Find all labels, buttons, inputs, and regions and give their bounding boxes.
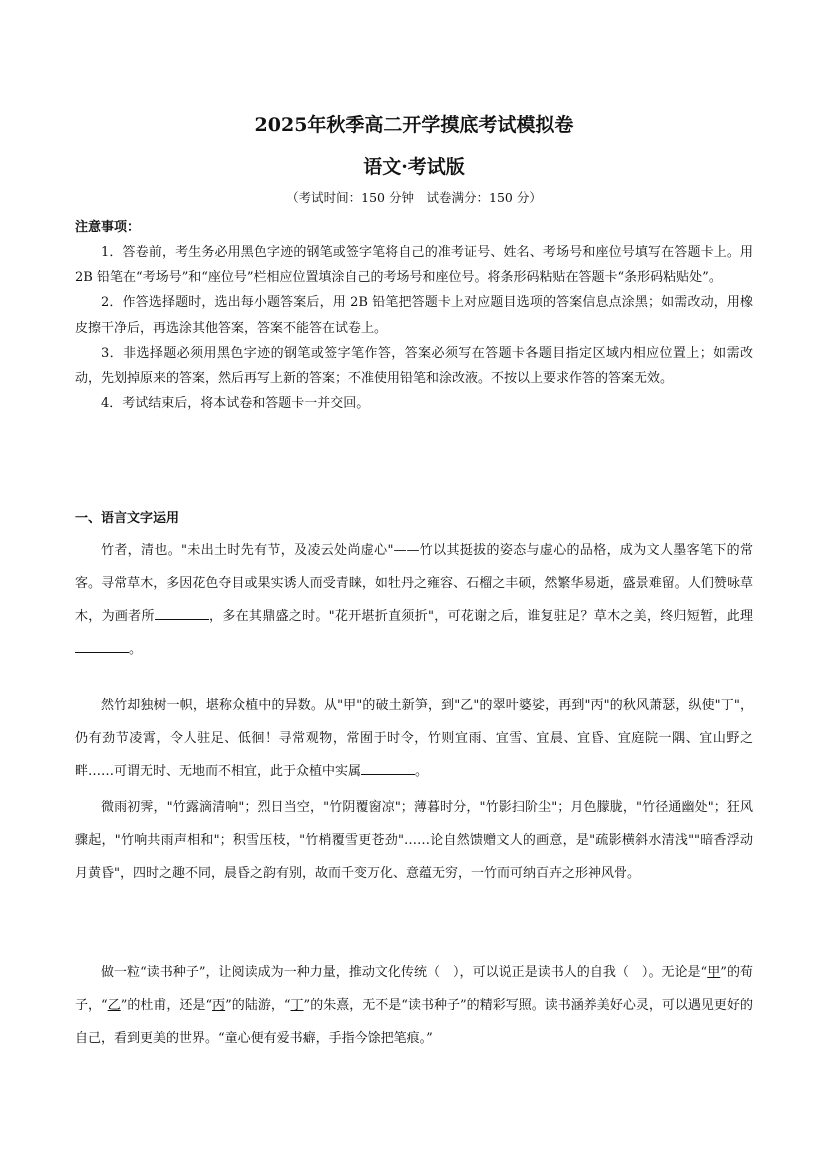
text: 做一粒“读书种子”，让阅读成为一种力量，推动文化传统（ ），可以说正是读书人的自我（ ）。无论是“ <box>101 965 708 980</box>
notices-list <box>75 240 753 416</box>
notice-item: 1．答卷前，考生务必用黑色字迹的钢笔或签字笔将自己的准考证号、姓名、考场号和座位号填写在答题卡上。用 2B 铅笔在“考场号”和“座位号”栏相应位置填涂自己的考场号和座位号。将条形码粘贴在答题卡“条形码粘贴处”。 <box>75 245 753 286</box>
underlined-term: 甲 <box>707 965 721 980</box>
text: 微雨初霁，"竹露滴清响"；烈日当空，"竹阴覆窗凉"；薄暮时分，"竹影扫阶尘"；月色朦胧，"竹径通幽处"；狂风骤起，"竹响共雨声相和"；积雪压枝，"竹梢覆雪更苍劲"……论自然馈赠文人的画意，是"疏影横斜水清浅""暗香浮动月黄昏"，四时之趣不同，晨昏之韵有别，故而千变万化、意蕴无穷，一竹而可纳百卉之形神风骨。 <box>75 800 753 881</box>
paragraph-4 <box>75 956 753 1055</box>
text: ”的荀子，“ <box>75 965 753 1013</box>
text: 。 <box>129 642 143 657</box>
notice-item: 3．非选择题必须用黑色字迹的钢笔或签字笔作答，答案必须写在答题卡各题目指定区域内相应位置上；如需改动，先划掉原来的答案，然后再写上新的答案；不准使用铅笔和涂改液。不按以上要求作答的答案无效。 <box>75 345 753 387</box>
text: 。 <box>415 764 429 779</box>
exam-info: （考试时间：150 分钟 试卷满分：150 分） <box>286 190 542 205</box>
notice-item: 2．作答选择题时，选出每小题答案后，用 2B 铅笔把答题卡上对应题目选项的答案信息点涂黑；如需改动，用橡皮擦干净后，再选涂其他答案，答案不能答在试卷上。 <box>75 295 753 336</box>
text: ”的杜甫，还是“ <box>120 998 213 1013</box>
page-title: 2025年秋季高二开学摸底考试模拟卷 <box>254 114 574 136</box>
paragraph-1 <box>75 534 753 666</box>
text: ”的朱熹，无不是“读书种子”的精彩写照。读书涵养美好心灵，可以遇见更好的自己，看到更美的世界。“童心便有爱书癖，手指今馀把笔痕。” <box>75 998 753 1046</box>
page-subtitle: 语文·考试版 <box>363 156 465 178</box>
paragraph-2 <box>75 689 753 788</box>
text: 然竹却独树一帜，堪称众植中的异数。从"甲"的破土新笋，到"乙"的翠叶婆娑，再到"丙"的秋风萧瑟，纵使"丁"，仍有劲节凌霄，令人驻足、低徊！寻常观物，常囿于时令，竹则宜雨、宜雪、宜晨、宜昏、宜庭院一隅、宜山野之畔……可谓无时、无地而不相宜，此于众植中实属 <box>75 698 753 779</box>
text: ，多在其鼎盛之时。"花开堪折直须折"，可花谢之后，谁复驻足？草木之美，终归短暂，此理 <box>208 609 753 624</box>
paragraph-3 <box>75 791 753 890</box>
underlined-term: 丙 <box>212 998 226 1013</box>
notice-item: 4．考试结束后，将本试卷和答题卡一并交回。 <box>101 396 370 412</box>
fill-blank <box>75 640 129 653</box>
section-heading: 一、语言文字运用 <box>75 511 180 526</box>
underlined-term: 丁 <box>290 998 304 1013</box>
text: ”的陆游，“ <box>225 998 291 1013</box>
fill-blank <box>155 607 209 620</box>
underlined-term: 乙 <box>107 998 121 1013</box>
text: 竹者，清也。"未出土时先有节，及凌云处尚虚心"——竹以其挺拔的姿态与虚心的品格，成为文人墨客笔下的常客。寻常草木，多因花色夺目或果实诱人而受青睐，如牡丹之雍容、石榴之丰硕，然繁华易逝，盛景难留。人们赞咏草木，为画者所 <box>75 543 753 624</box>
fill-blank <box>361 762 415 775</box>
notices-heading: 注意事项： <box>75 220 141 235</box>
